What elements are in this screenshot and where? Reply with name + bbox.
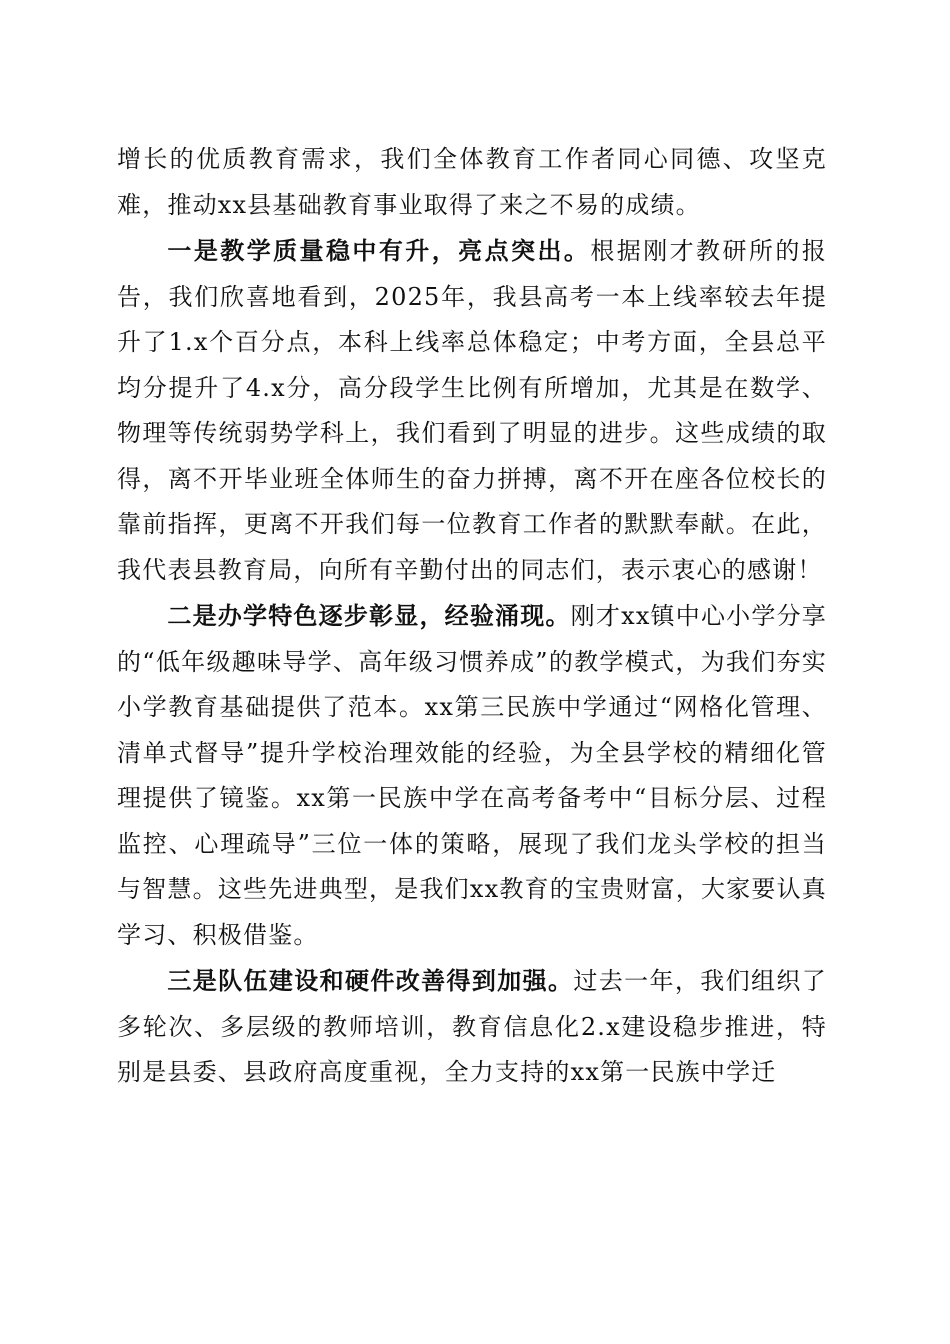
paragraph-teaching-quality <box>117 228 827 593</box>
paragraph-school-features <box>117 593 827 958</box>
paragraph-continuation <box>117 137 827 228</box>
document-body <box>117 137 827 1096</box>
paragraph-text: 根据刚才教研所的报告，我们欣喜地看到，2025年，我县高考一本上线率较去年提升了1.x个百分点，本科上线率总体稳定；中考方面，全县总平均分提升了4.x分，高分段学生比例有所增加，尤其是在数学、物理等传统弱势学科上，我们看到了明显的进步。这些成绩的取得，离不开毕业班全体师生的奋力拼搏，离不开在座各位校长的靠前指挥，更离不开我们每一位教育工作者的默默奉献。在此，我代表县教育局，向所有辛勤付出的同志们，表示衷心的感谢！ <box>117 237 827 584</box>
paragraph-heading: 二是办学特色逐步彰显，经验涌现。 <box>167 601 571 630</box>
paragraph-text: 过去一年，我们组织了多轮次、多层级的教师培训，教育信息化2.x建设稳步推进，特别是县委、县政府高度重视，全力支持的xx第一民族中学迁 <box>117 967 828 1086</box>
paragraph-text: 刚才xx镇中心小学分享的“低年级趣味导学、高年级习惯养成”的教学模式，为我们夯实小学教育基础提供了范本。xx第三民族中学通过“网格化管理、清单式督导”提升学校治理效能的经验，为全县学校的精细化管理提供了镜鉴。xx第一民族中学在高考备考中“目标分层、过程监控、心理疏导”三位一体的策略，展现了我们龙头学校的担当与智慧。这些先进典型，是我们xx教育的宝贵财富，大家要认真学习、积极借鉴。 <box>117 602 827 949</box>
paragraph-team-building <box>117 958 827 1096</box>
paragraph-heading: 一是教学质量稳中有升，亮点突出。 <box>167 236 591 265</box>
paragraph-heading: 三是队伍建设和硬件改善得到加强。 <box>167 966 574 995</box>
paragraph-text: 增长的优质教育需求，我们全体教育工作者同心同德、攻坚克难，推动xx县基础教育事业取得了来之不易的成绩。 <box>117 145 827 219</box>
